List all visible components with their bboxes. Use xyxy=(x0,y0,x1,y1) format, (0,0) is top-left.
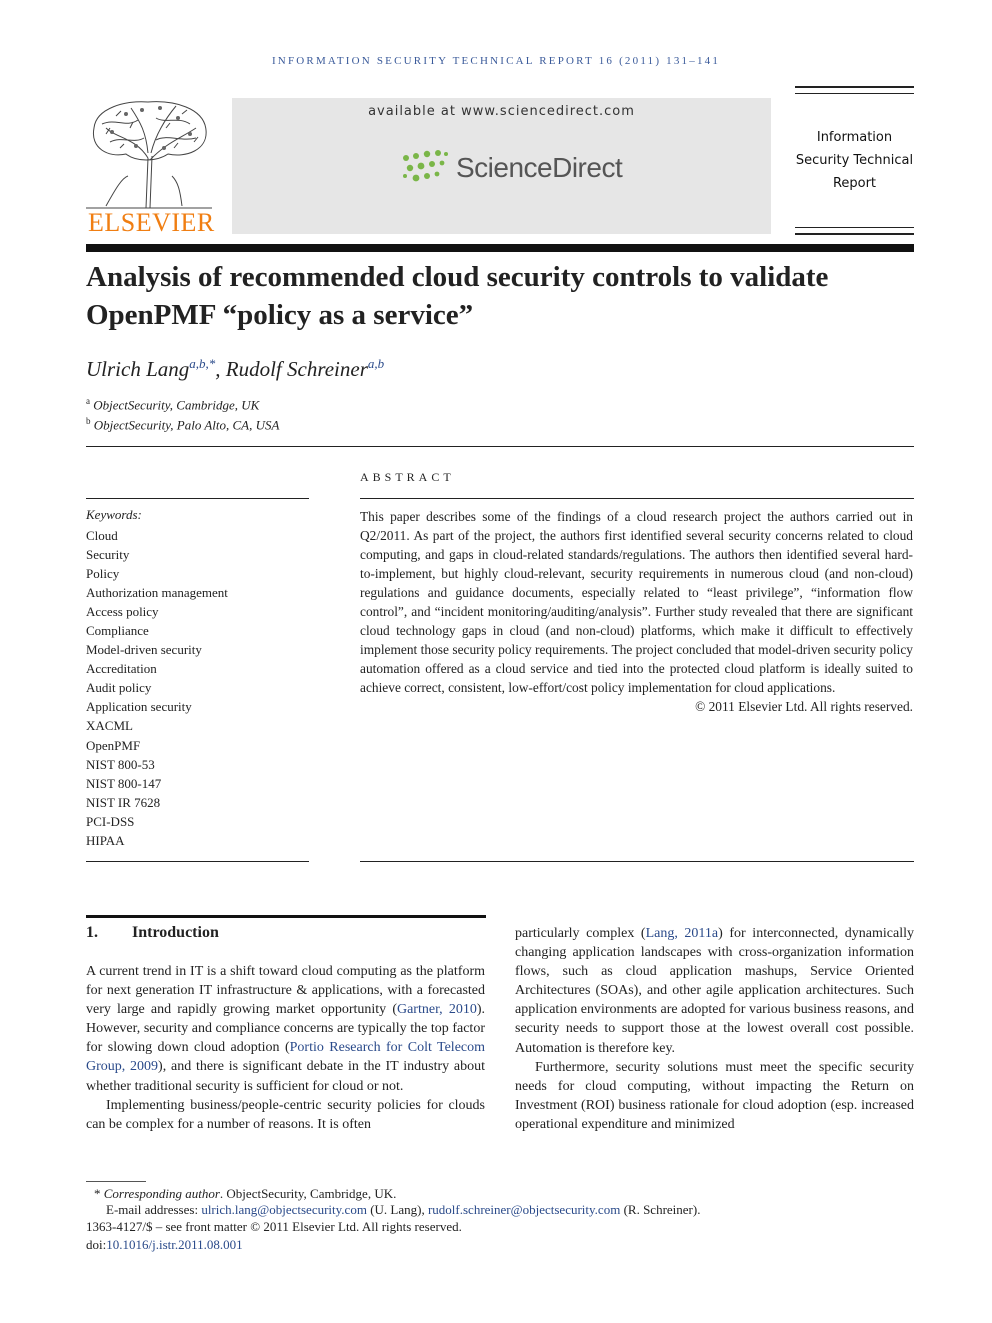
keyword: OpenPMF xyxy=(86,737,141,753)
author-name: Ulrich Lang xyxy=(86,357,190,381)
title-line1: Analysis of recommended cloud security controls to validate xyxy=(86,261,829,293)
email-owner: (U. Lang), xyxy=(366,1202,428,1217)
keyword: Model-driven security xyxy=(86,642,202,658)
keyword: Security xyxy=(86,547,130,563)
affiliation-text: ObjectSecurity, Palo Alto, CA, USA xyxy=(93,417,280,433)
abstract-rule-top xyxy=(360,498,914,499)
availability-text: available at www.sciencedirect.com xyxy=(368,104,635,119)
affiliation-text: ObjectSecurity, Cambridge, UK xyxy=(93,397,260,413)
journal-rule-top xyxy=(795,86,914,88)
email-label: E-mail addresses: xyxy=(106,1202,202,1217)
paragraph: Implementing business/people-centric security policies for clouds can be complex for a number of reasons. It is often xyxy=(86,1097,485,1132)
keyword: Audit policy xyxy=(86,680,152,696)
keyword: Authorization management xyxy=(86,585,228,601)
footnote-text: . ObjectSecurity, Cambridge, UK. xyxy=(219,1186,397,1201)
left-column xyxy=(86,962,485,1134)
keyword: PCI-DSS xyxy=(86,813,135,829)
keyword: Policy xyxy=(86,566,120,582)
affiliation xyxy=(86,396,259,413)
affiliation-marker: a xyxy=(86,396,90,406)
section-number: 1. xyxy=(86,924,98,941)
text-run: particularly complex ( xyxy=(515,926,646,941)
sciencedirect-banner[interactable] xyxy=(232,98,771,234)
affiliation-marker: b xyxy=(86,416,91,426)
abstract-rule-bottom xyxy=(360,861,914,862)
paragraph xyxy=(86,962,485,1096)
issn-line: 1363-4127/$ – see front matter © 2011 Elsevier Ltd. All rights reserved. xyxy=(86,1219,462,1234)
keyword: Access policy xyxy=(86,604,159,620)
text-run: A current trend in IT is a shift toward cloud computing as the platform for next generation IT infrastructure & applications, with a forecasted very large and rapidly growing market opportunity ( xyxy=(86,964,485,1018)
abstract-body xyxy=(360,507,913,716)
author-name: Rudolf Schreiner xyxy=(225,357,368,381)
footnote-marker: * xyxy=(94,1186,101,1201)
footnote-rule xyxy=(86,1181,146,1182)
email-owner: (R. Schreiner). xyxy=(620,1202,701,1217)
elsevier-logo xyxy=(86,98,215,238)
journal-name-line1: Information xyxy=(816,130,893,145)
header-rule xyxy=(86,244,914,252)
doi-link[interactable]: 10.1016/j.istr.2011.08.001 xyxy=(106,1237,243,1252)
keyword: Accreditation xyxy=(86,661,157,677)
abstract-text: This paper describes some of the findings of a cloud research project the authors carried out in Q2/2011. As part of the project, the authors first identified several security concerns related to cloud computing, and gaps in cloud-related standards/regulations. The authors then identified several hard-to-implement, but highly cloud-relevant, security requirements in numerous cloud (and non-cloud) regulations and guidance documents, especially related to “least privilege”, “information flow control”, and “incident monitoring/auditing/analysis”. Further study revealed that there are significant cloud technology gaps in cloud (and non-cloud) platforms, which make it difficult to effectively implement those security policy requirements. The project concluded that model-driven security policy automation offered as a cloud service and tied into the protected cloud platform is ideally suited to achieve correct, consistent, low-effort/cost policy implementation for cloud applications. xyxy=(360,509,913,695)
doi-label: doi: xyxy=(86,1237,107,1252)
section-rule xyxy=(86,915,486,918)
email-link[interactable]: ulrich.lang@objectsecurity.com xyxy=(201,1202,367,1217)
text-run: ). However, security and compliance concerns are typically the top factor for slowing down cloud adoption ( xyxy=(86,1002,485,1056)
journal-name-line3: Report xyxy=(832,176,877,191)
text-run: ) for interconnected, dynamically changing application landscapes with cross-organization information flows, such as cloud application mashups, Service Oriented Architectures (SOAs), and other agile application architectures. Such application environments are adopted for various business reasons, and security needs to support those at the lowest overall cost possible. Automation is therefore key. xyxy=(515,926,914,1056)
keyword: Cloud xyxy=(86,528,118,543)
journal-rule-bottom-thin xyxy=(795,227,914,228)
corresponding-author-note xyxy=(86,1185,396,1202)
journal-name-line2: Security Technical xyxy=(795,153,914,168)
author-affil-marker[interactable]: a,b xyxy=(367,356,385,371)
section-heading xyxy=(86,924,219,942)
copyright-line: © 2011 Elsevier Ltd. All rights reserved. xyxy=(695,699,913,714)
citation-link[interactable]: Lang, 2011a xyxy=(645,926,719,941)
elsevier-wordmark: ELSEVIER xyxy=(88,208,215,237)
section-title: Introduction xyxy=(132,924,219,941)
affiliation xyxy=(86,416,279,433)
author-affil-marker[interactable]: a,b,* xyxy=(189,356,216,371)
paper-title xyxy=(86,258,914,334)
author-list: Ulrich Lang$^{a,b,*}$, Rudolf Schreiner$^{a,b}$ xyxy=(86,356,385,381)
journal-rule-top-thin xyxy=(795,93,914,94)
doi-line xyxy=(86,1236,243,1253)
keywords-rule-bottom xyxy=(86,861,309,862)
paragraph: Furthermore, security solutions must meet the specific security needs for cloud computing, without impacting the Return on Investment (ROI) business rationale for cloud adoption (esp. increased operational expenditure and minimized xyxy=(515,1059,914,1132)
keywords-list xyxy=(86,526,228,850)
running-head: INFORMATION SECURITY TECHNICAL REPORT 16 (2011) 131–141 xyxy=(271,55,721,67)
journal-name xyxy=(795,126,914,195)
email-link[interactable]: rudolf.schreiner@objectsecurity.com xyxy=(427,1202,621,1217)
paragraph xyxy=(515,924,914,1058)
title-line2: OpenPMF “policy as a service” xyxy=(86,299,474,331)
right-column xyxy=(515,924,914,1134)
keyword: NIST IR 7628 xyxy=(86,794,161,810)
email-note xyxy=(86,1201,700,1218)
journal-rule-bottom xyxy=(795,233,914,235)
keyword: NIST 800-147 xyxy=(86,775,162,791)
divider xyxy=(86,446,914,447)
sciencedirect-wordmark: ScienceDirect xyxy=(456,152,623,183)
keyword: HIPAA xyxy=(86,832,125,848)
keyword: Compliance xyxy=(86,623,149,639)
sciencedirect-logo xyxy=(400,150,622,186)
abstract-heading: ABSTRACT xyxy=(360,470,455,484)
sciencedirect-dots-icon xyxy=(400,150,448,186)
keywords-label: Keywords: xyxy=(86,507,142,522)
citation-link[interactable]: Portio Research for Colt Telecom Group, 2009 xyxy=(86,1040,486,1075)
citation-link[interactable]: Gartner, 2010 xyxy=(396,1002,477,1018)
footnote-label: Corresponding author xyxy=(103,1186,220,1201)
keyword: XACML xyxy=(86,718,133,734)
keyword: Application security xyxy=(86,699,192,715)
keywords-rule-top xyxy=(86,498,309,499)
journal-box xyxy=(795,86,914,236)
keyword: NIST 800-53 xyxy=(86,756,155,772)
text-run: ), and there is significant debate in the IT industry about whether traditional security is sufficient for cloud or not. xyxy=(86,1059,485,1094)
elsevier-tree-icon xyxy=(86,98,212,210)
